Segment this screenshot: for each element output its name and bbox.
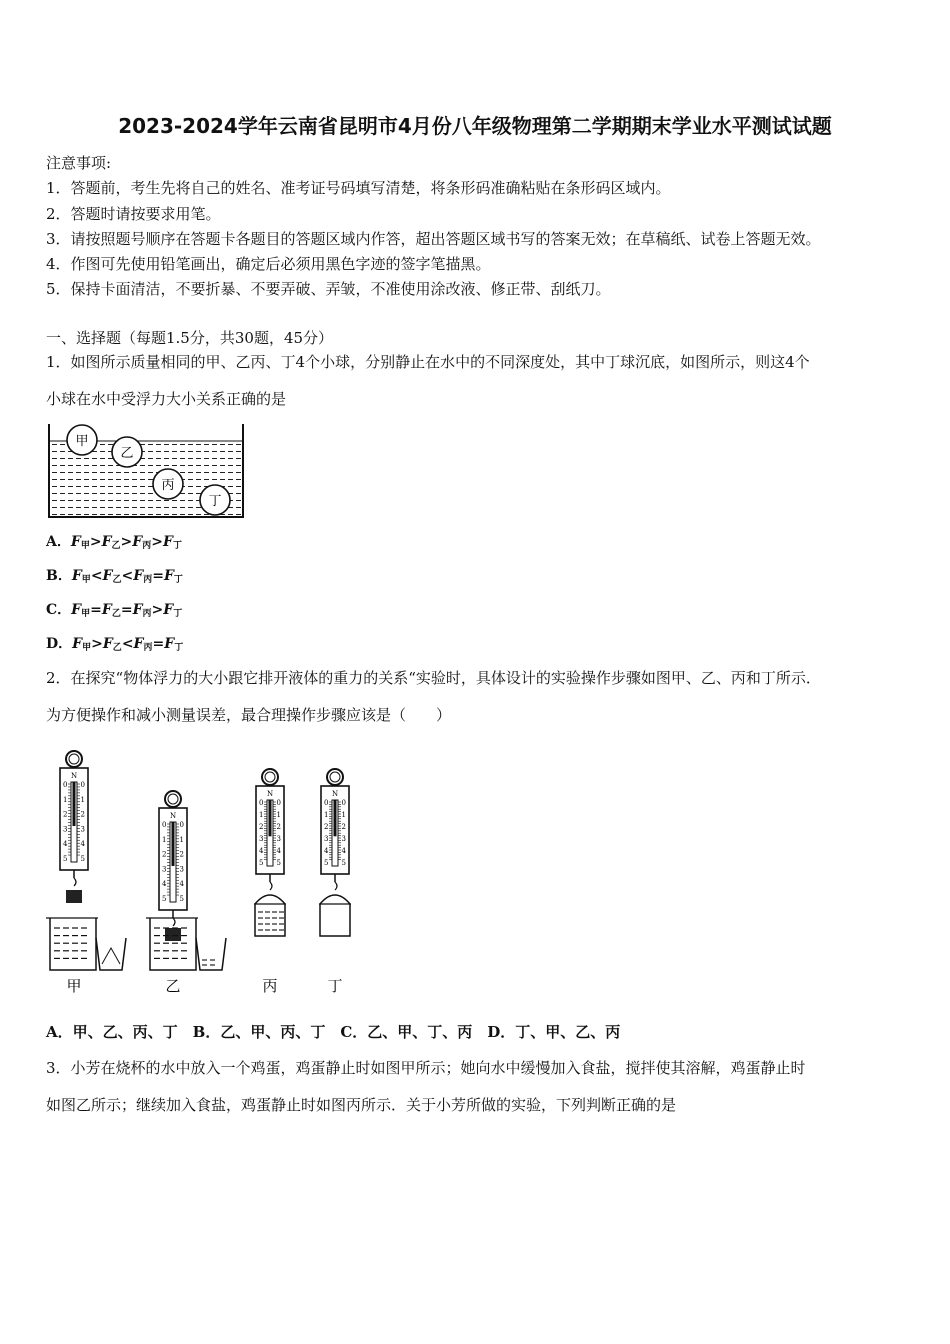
notice-item-5: 5．保持卡面清洁，不要折暴、不要弄破、弄皱，不准使用涂改液、修正带、刮纸刀。 xyxy=(46,280,611,298)
scale-tick-left: 1 xyxy=(63,795,68,804)
scale-tick-left: 1 xyxy=(259,811,264,819)
setup-label-2: 丙 xyxy=(262,977,278,995)
scale-tick-left: 0 xyxy=(63,781,68,789)
setup-yi xyxy=(146,791,226,995)
scale-tick-right: 2 xyxy=(179,850,184,859)
ball-label-jia: 甲 xyxy=(75,434,89,449)
scale-tick-left: 0 xyxy=(259,799,264,807)
scale-tick-right: 5 xyxy=(80,855,85,863)
ball-label-bing: 丙 xyxy=(161,478,175,493)
setup-label-3: 丁 xyxy=(327,977,343,995)
scale-tick-left: 5 xyxy=(162,895,167,903)
scale-tick-right: 3 xyxy=(179,865,184,874)
scale-tick-left: 2 xyxy=(162,850,167,859)
setup-ding xyxy=(319,769,351,995)
q2-text-line-2: 为方便操作和减小测量误差，最合理操作步骤应该是（ ） xyxy=(46,706,452,724)
scale-tick-left: 4 xyxy=(259,847,264,855)
section-heading: 一、选择题（每题1.5分，共30题，45分） xyxy=(46,329,334,347)
scale-tick-left: 1 xyxy=(162,835,167,844)
scale-unit-label: N xyxy=(266,790,274,798)
notice-item-3: 3．请按照题号顺序在答题卡各题目的答题区域内作答，超出答题区域书写的答案无效；在草稿纸、试卷上答题无效。 xyxy=(46,230,821,248)
q1-text-line-2: 小球在水中受浮力大小关系正确的是 xyxy=(46,390,287,408)
q2-text-line-1: 2．在探究“物体浮力的大小跟它排开液体的重力的关系“实验时，具体设计的实验操作步骤如图甲、乙、丙和丁所示． xyxy=(46,669,821,687)
notice-item-4: 4．作图可先使用铅笔画出，确定后必须用黑色字迹的签字笔描黑。 xyxy=(46,255,491,273)
setup-jia xyxy=(46,751,126,995)
scale-tick-right: 1 xyxy=(179,835,184,844)
scale-tick-left: 0 xyxy=(324,799,329,807)
scale-tick-left: 4 xyxy=(324,847,329,855)
ball-ding xyxy=(200,485,230,515)
q1-option-d: D．$F_甲>F_乙<F_丙=F_丁$ xyxy=(46,636,184,653)
scale-tick-left: 3 xyxy=(63,825,68,834)
scale-tick-right: 3 xyxy=(80,825,85,834)
scale-tick-left: 2 xyxy=(324,823,329,831)
scale-tick-right: 2 xyxy=(80,810,85,819)
q1-figure-water-tank xyxy=(44,420,248,520)
q3-text-line-2: 如图乙所示；继续加入食盐，鸡蛋静止时如图丙所示．关于小芳所做的实验，下列判断正确的是 xyxy=(46,1096,677,1114)
scale-tick-left: 5 xyxy=(63,855,68,863)
q3-text-line-1: 3．小芳在烧杯的水中放入一个鸡蛋，鸡蛋静止时如图甲所示；她向水中缓慢加入食盐，搅拌使其溶解，鸡蛋静止时 xyxy=(46,1059,806,1077)
scale-tick-left: 5 xyxy=(259,859,264,867)
setup-label-1: 乙 xyxy=(165,977,181,995)
scale-tick-left: 3 xyxy=(259,835,264,843)
q1-text-line-1: 1．如图所示质量相同的甲、乙丙、丁4个小球，分别静止在水中的不同深度处，其中丁球沉底，如图所示，则这4个 xyxy=(46,353,810,371)
ball-label-ding: 丁 xyxy=(208,494,222,509)
scale-tick-right: 4 xyxy=(276,847,281,855)
scale-tick-left: 3 xyxy=(162,865,167,874)
notice-item-1: 1．答题前，考生先将自己的姓名、准考证号码填写清楚，将条形码准确粘贴在条形码区域内。 xyxy=(46,179,671,197)
notice-heading: 注意事项: xyxy=(46,154,112,172)
notice-item-2: 2．答题时请按要求用笔。 xyxy=(46,205,221,223)
scale-tick-right: 1 xyxy=(341,811,346,819)
q2-options: A．甲、乙、丙、丁 B．乙、甲、丙、丁 C．乙、甲、丁、丙 D．丁、甲、乙、丙 xyxy=(46,1023,621,1041)
q1-option-b: B．$F_甲<F_乙<F_丙=F_丁$ xyxy=(46,568,183,585)
scale-tick-right: 2 xyxy=(276,823,281,831)
scale-tick-right: 0 xyxy=(341,799,346,807)
q2-figure-spring-scales xyxy=(40,748,370,998)
setup-bing xyxy=(254,769,286,995)
scale-tick-right: 4 xyxy=(179,880,184,889)
scale-unit-label: N xyxy=(70,772,78,780)
scale-unit-label: N xyxy=(169,812,177,820)
ball-label-yi: 乙 xyxy=(120,446,134,461)
scale-tick-right: 3 xyxy=(341,835,346,843)
scale-tick-left: 5 xyxy=(324,859,329,867)
scale-tick-right: 2 xyxy=(341,823,346,831)
scale-tick-right: 5 xyxy=(179,895,184,903)
setup-label-0: 甲 xyxy=(66,977,82,995)
scale-tick-left: 0 xyxy=(162,821,167,829)
scale-unit-label: N xyxy=(331,790,339,798)
scale-tick-right: 4 xyxy=(341,847,346,855)
scale-tick-right: 4 xyxy=(80,840,85,849)
page-title: 2023-2024学年云南省昆明市4月份八年级物理第二学期期末学业水平测试试题 xyxy=(118,114,832,138)
scale-tick-right: 1 xyxy=(276,811,281,819)
scale-tick-right: 3 xyxy=(276,835,281,843)
scale-tick-left: 3 xyxy=(324,835,329,843)
q1-option-a: A．$F_甲>F_乙>F_丙>F_丁$ xyxy=(46,534,182,551)
ball-bing xyxy=(153,469,183,499)
ball-yi xyxy=(112,437,142,467)
scale-tick-right: 0 xyxy=(179,821,184,829)
scale-tick-right: 1 xyxy=(80,795,85,804)
scale-tick-left: 2 xyxy=(259,823,264,831)
scale-tick-right: 0 xyxy=(80,781,85,789)
scale-tick-left: 4 xyxy=(162,880,167,889)
scale-tick-right: 0 xyxy=(276,799,281,807)
scale-tick-right: 5 xyxy=(341,859,346,867)
q1-option-c: C．$F_甲=F_乙=F_丙>F_丁$ xyxy=(46,602,183,619)
scale-tick-right: 5 xyxy=(276,859,281,867)
scale-tick-left: 2 xyxy=(63,810,68,819)
ball-jia xyxy=(67,425,97,455)
scale-tick-left: 4 xyxy=(63,840,68,849)
scale-tick-left: 1 xyxy=(324,811,329,819)
